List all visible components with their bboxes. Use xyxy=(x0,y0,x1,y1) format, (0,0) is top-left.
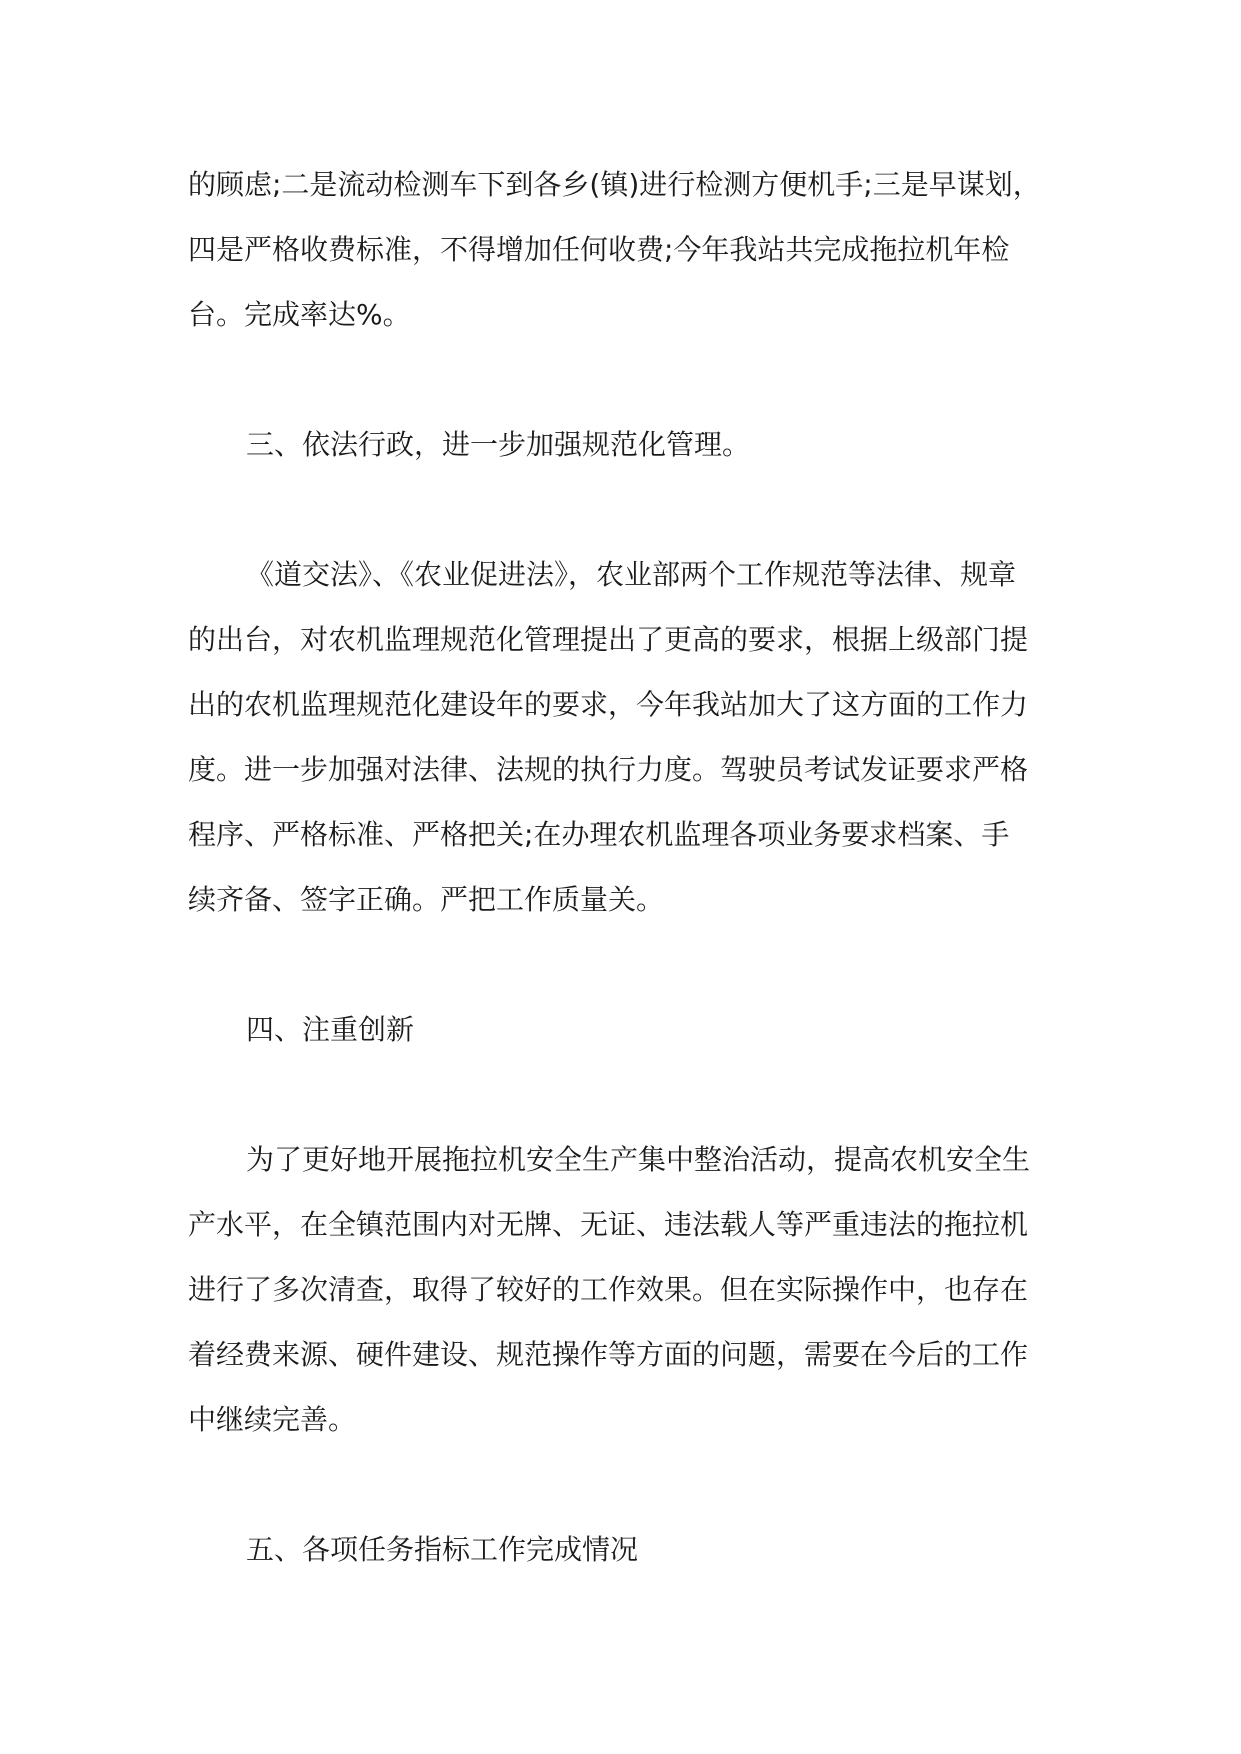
paragraph-innovation xyxy=(188,1127,1058,1452)
section-heading-4 xyxy=(188,997,1058,1062)
text-line: 续齐备、签字正确。严把工作质量关。 xyxy=(188,883,665,916)
paragraph-spacer xyxy=(188,1062,1058,1127)
text-line: 产水平，在全镇范围内对无牌、无证、违法载人等严重违法的拖拉机 xyxy=(188,1208,1029,1241)
text-line: 中继续完善。 xyxy=(188,1403,357,1436)
text-line: 程序、严格标准、严格把关;在办理农机监理各项业务要求档案、手 xyxy=(188,818,1010,851)
heading-line: 五、各项任务指标工作完成情况 xyxy=(246,1533,639,1566)
heading-line: 四、注重创新 xyxy=(246,1013,415,1046)
text-line: 台。完成率达%。 xyxy=(188,298,411,331)
document-body xyxy=(188,152,1058,1582)
text-line: 《道交法》、《农业促进法》，农业部两个工作规范等法律、规章 xyxy=(246,558,1017,591)
text-line: 为了更好地开展拖拉机安全生产集中整治活动，提高农机安全生 xyxy=(246,1143,1031,1176)
text-line: 的出台，对农机监理规范化管理提出了更高的要求，根据上级部门提 xyxy=(188,623,1029,656)
text-line: 着经费来源、硬件建设、规范操作等方面的问题，需要在今后的工作 xyxy=(188,1338,1029,1371)
section-heading-5 xyxy=(188,1517,1058,1582)
text-line: 进行了多次清查，取得了较好的工作效果。但在实际操作中，也存在 xyxy=(188,1273,1029,1306)
paragraph-continuation xyxy=(188,152,1058,347)
section-heading-3 xyxy=(188,412,1058,477)
paragraph-spacer xyxy=(188,1452,1058,1517)
text-line: 的顾虑;二是流动检测车下到各乡(镇)进行检测方便机手;三是早谋划， xyxy=(188,168,1041,201)
text-line: 出的农机监理规范化建设年的要求，今年我站加大了这方面的工作力 xyxy=(188,688,1029,721)
paragraph-regulation xyxy=(188,542,1058,932)
text-line: 四是严格收费标准，不得增加任何收费;今年我站共完成拖拉机年检 xyxy=(188,233,1010,266)
paragraph-spacer xyxy=(188,932,1058,997)
heading-line: 三、依法行政，进一步加强规范化管理。 xyxy=(246,428,751,461)
paragraph-spacer xyxy=(188,347,1058,412)
text-line: 度。进一步加强对法律、法规的执行力度。驾驶员考试发证要求严格 xyxy=(188,753,1029,786)
paragraph-spacer xyxy=(188,477,1058,542)
